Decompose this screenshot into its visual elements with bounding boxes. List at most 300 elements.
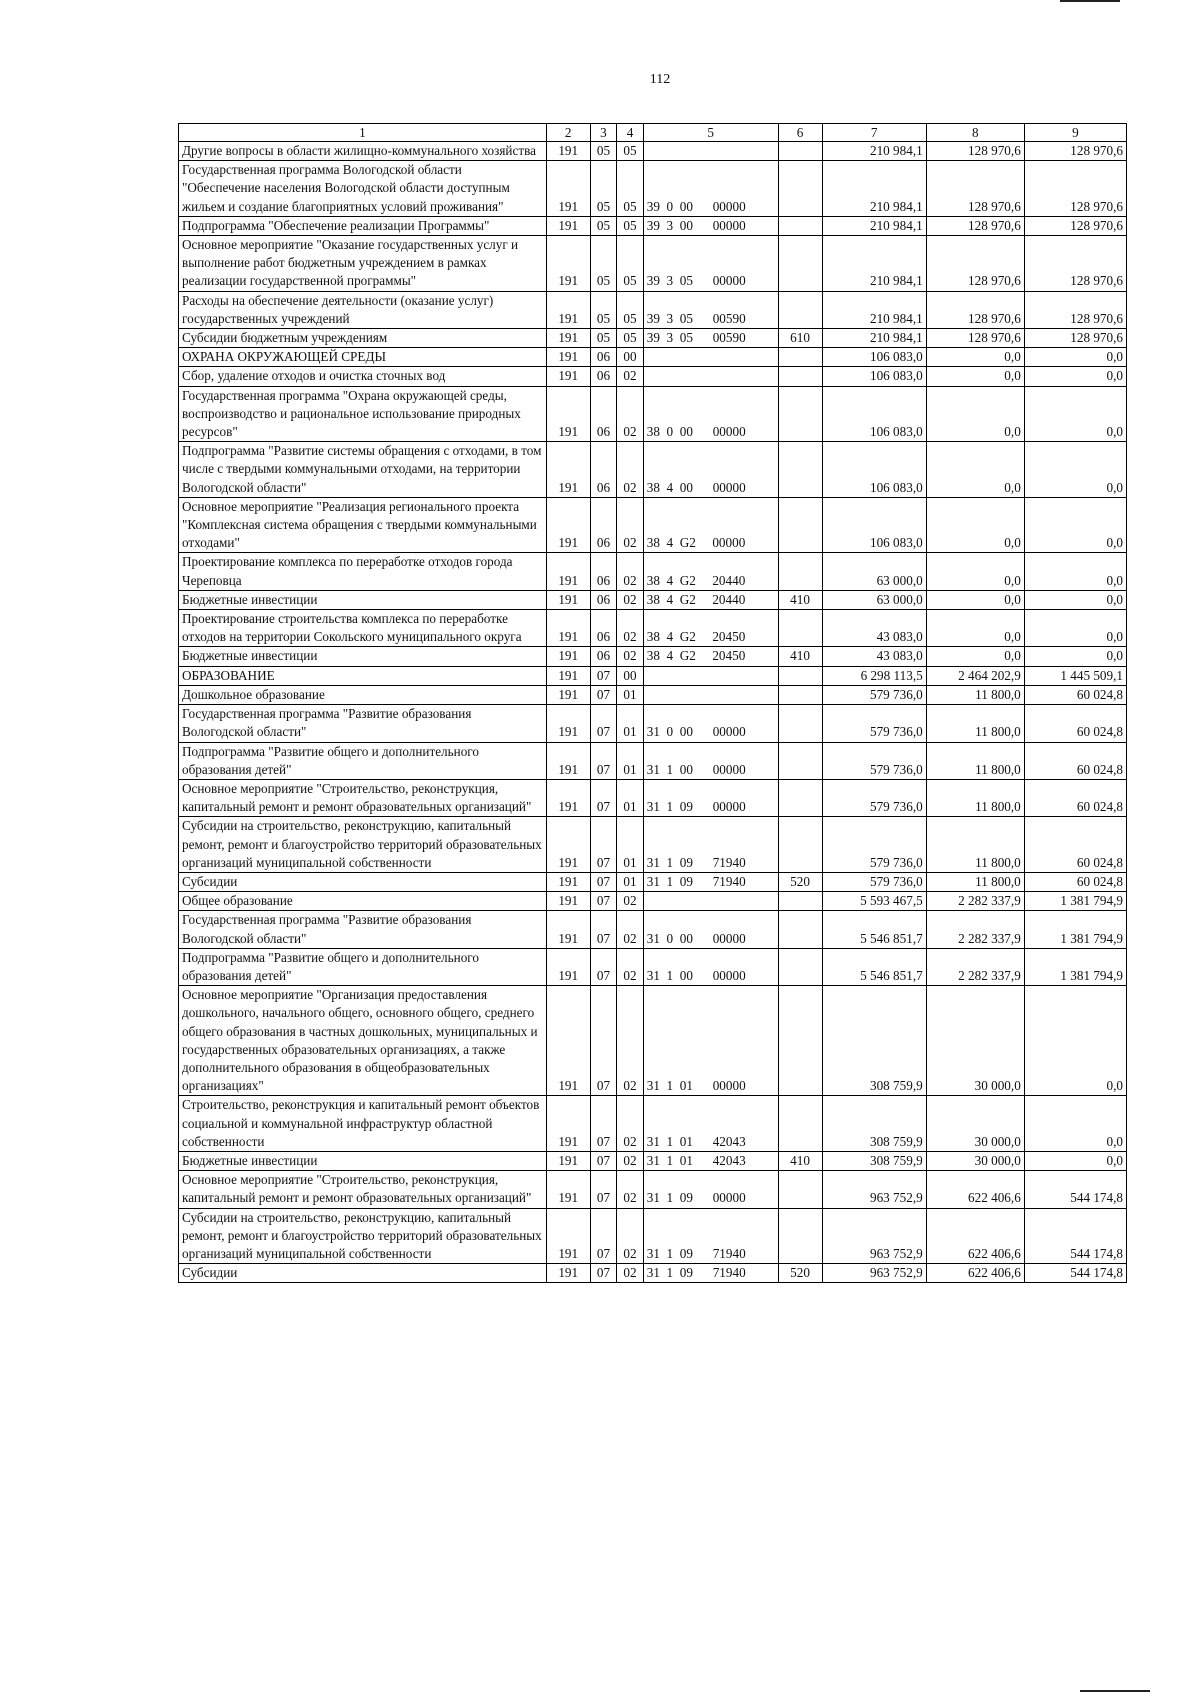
row-col8-cell: 0,0 <box>926 497 1024 553</box>
header-cell: 1 <box>179 124 547 142</box>
row-col7-cell: 63 000,0 <box>822 590 926 609</box>
row-col8-cell: 2 282 337,9 <box>926 892 1024 911</box>
row-col6-cell <box>778 291 822 328</box>
header-cell: 2 <box>546 124 590 142</box>
scan-artifact-bottom <box>1080 1690 1150 1692</box>
row-col3-cell: 06 <box>590 610 617 647</box>
row-col4-cell: 01 <box>617 817 644 873</box>
row-code-cell <box>643 348 778 367</box>
row-col9-cell: 128 970,6 <box>1024 216 1126 235</box>
row-col3-cell: 06 <box>590 497 617 553</box>
header-cell: 7 <box>822 124 926 142</box>
table-row <box>179 367 1127 386</box>
row-col2-cell: 191 <box>546 685 590 704</box>
row-col2-cell: 191 <box>546 1096 590 1152</box>
row-col3-cell: 07 <box>590 742 617 779</box>
row-code-cell: 38 0 00 00000 <box>643 386 778 442</box>
row-col8-cell: 128 970,6 <box>926 161 1024 217</box>
row-col3-cell: 06 <box>590 647 617 666</box>
row-col7-cell: 210 984,1 <box>822 161 926 217</box>
row-col8-cell: 0,0 <box>926 553 1024 590</box>
table-row <box>179 348 1127 367</box>
row-col9-cell: 1 381 794,9 <box>1024 948 1126 985</box>
row-col3-cell: 05 <box>590 161 617 217</box>
row-col6-cell <box>778 161 822 217</box>
row-col7-cell: 210 984,1 <box>822 329 926 348</box>
row-col8-cell: 11 800,0 <box>926 705 1024 742</box>
row-col9-cell: 60 024,8 <box>1024 705 1126 742</box>
scan-artifact-top <box>1060 0 1120 2</box>
row-col7-cell: 579 736,0 <box>822 705 926 742</box>
row-col9-cell: 0,0 <box>1024 590 1126 609</box>
row-name-cell: Подпрограмма "Обеспечение реализации Программы" <box>179 216 547 235</box>
row-col9-cell: 1 445 509,1 <box>1024 666 1126 685</box>
row-col2-cell: 191 <box>546 1208 590 1264</box>
row-col4-cell: 02 <box>617 1151 644 1170</box>
row-name-cell: Расходы на обеспечение деятельности (оказание услуг) государственных учреждений <box>179 291 547 328</box>
row-code-cell: 31 1 09 71940 <box>643 1264 778 1283</box>
row-col8-cell: 11 800,0 <box>926 779 1024 816</box>
row-col3-cell: 07 <box>590 1208 617 1264</box>
row-col7-cell: 579 736,0 <box>822 742 926 779</box>
row-col2-cell: 191 <box>546 442 590 498</box>
row-col6-cell <box>778 705 822 742</box>
row-col4-cell: 05 <box>617 161 644 217</box>
row-col9-cell: 544 174,8 <box>1024 1264 1126 1283</box>
row-code-cell <box>643 142 778 161</box>
row-code-cell: 31 1 00 00000 <box>643 742 778 779</box>
row-code-cell: 31 1 09 71940 <box>643 817 778 873</box>
header-cell: 8 <box>926 124 1024 142</box>
row-col9-cell: 0,0 <box>1024 647 1126 666</box>
row-col8-cell: 128 970,6 <box>926 329 1024 348</box>
row-name-cell: Субсидии <box>179 1264 547 1283</box>
row-col4-cell: 02 <box>617 948 644 985</box>
row-col2-cell: 191 <box>546 647 590 666</box>
row-col8-cell: 128 970,6 <box>926 216 1024 235</box>
row-col8-cell: 0,0 <box>926 590 1024 609</box>
row-col8-cell: 622 406,6 <box>926 1171 1024 1208</box>
header-cell: 5 <box>643 124 778 142</box>
table-row <box>179 590 1127 609</box>
table-row <box>179 1151 1127 1170</box>
row-col9-cell: 0,0 <box>1024 1151 1126 1170</box>
row-col3-cell: 06 <box>590 590 617 609</box>
row-name-cell: ОХРАНА ОКРУЖАЮЩЕЙ СРЕДЫ <box>179 348 547 367</box>
row-col8-cell: 30 000,0 <box>926 986 1024 1096</box>
row-col8-cell: 0,0 <box>926 610 1024 647</box>
row-col3-cell: 05 <box>590 236 617 292</box>
row-col2-cell: 191 <box>546 386 590 442</box>
row-code-cell: 38 4 G2 20450 <box>643 647 778 666</box>
row-col8-cell: 622 406,6 <box>926 1264 1024 1283</box>
row-col8-cell: 2 464 202,9 <box>926 666 1024 685</box>
row-col2-cell: 191 <box>546 1264 590 1283</box>
table-row <box>179 161 1127 217</box>
row-col4-cell: 02 <box>617 1208 644 1264</box>
table-row <box>179 610 1127 647</box>
row-col6-cell <box>778 1208 822 1264</box>
row-col6-cell <box>778 216 822 235</box>
header-cell: 6 <box>778 124 822 142</box>
row-name-cell: Субсидии на строительство, реконструкцию, капитальный ремонт, ремонт и благоустройство территорий образовательных организаций муниципальной собственности <box>179 817 547 873</box>
row-col9-cell: 128 970,6 <box>1024 142 1126 161</box>
row-col6-cell: 410 <box>778 590 822 609</box>
row-col7-cell: 579 736,0 <box>822 872 926 891</box>
row-code-cell: 31 1 09 00000 <box>643 779 778 816</box>
row-col7-cell: 210 984,1 <box>822 236 926 292</box>
row-name-cell: Другие вопросы в области жилищно-коммунального хозяйства <box>179 142 547 161</box>
row-name-cell: Бюджетные инвестиции <box>179 1151 547 1170</box>
row-col6-cell: 520 <box>778 1264 822 1283</box>
row-code-cell <box>643 892 778 911</box>
row-col6-cell <box>778 986 822 1096</box>
row-col6-cell <box>778 348 822 367</box>
row-code-cell: 39 3 00 00000 <box>643 216 778 235</box>
row-col4-cell: 02 <box>617 1096 644 1152</box>
row-col2-cell: 191 <box>546 348 590 367</box>
table-row <box>179 216 1127 235</box>
row-code-cell: 38 4 G2 20440 <box>643 553 778 590</box>
row-col4-cell: 02 <box>617 610 644 647</box>
row-col2-cell: 191 <box>546 216 590 235</box>
row-col4-cell: 01 <box>617 779 644 816</box>
row-name-cell: Проектирование строительства комплекса по переработке отходов на территории Сокольского муниципального округа <box>179 610 547 647</box>
row-name-cell: Бюджетные инвестиции <box>179 647 547 666</box>
row-col8-cell: 30 000,0 <box>926 1151 1024 1170</box>
row-col3-cell: 07 <box>590 1096 617 1152</box>
row-col7-cell: 963 752,9 <box>822 1171 926 1208</box>
row-col4-cell: 02 <box>617 442 644 498</box>
row-name-cell: Строительство, реконструкция и капитальный ремонт объектов социальной и коммунальной инфраструктур областной собственности <box>179 1096 547 1152</box>
row-col3-cell: 07 <box>590 779 617 816</box>
row-code-cell: 38 4 G2 20450 <box>643 610 778 647</box>
row-col2-cell: 191 <box>546 986 590 1096</box>
row-col9-cell: 0,0 <box>1024 386 1126 442</box>
row-name-cell: Государственная программа "Развитие образования Вологодской области" <box>179 705 547 742</box>
row-col7-cell: 308 759,9 <box>822 1151 926 1170</box>
table-row <box>179 872 1127 891</box>
row-col9-cell: 0,0 <box>1024 610 1126 647</box>
row-code-cell: 31 1 01 42043 <box>643 1096 778 1152</box>
table-row <box>179 291 1127 328</box>
row-col6-cell <box>778 685 822 704</box>
table-row <box>179 329 1127 348</box>
row-col7-cell: 5 546 851,7 <box>822 948 926 985</box>
row-col7-cell: 43 083,0 <box>822 647 926 666</box>
row-col4-cell: 02 <box>617 590 644 609</box>
header-cell: 4 <box>617 124 644 142</box>
header-cell: 9 <box>1024 124 1126 142</box>
row-col9-cell: 0,0 <box>1024 442 1126 498</box>
row-col7-cell: 210 984,1 <box>822 216 926 235</box>
table-row <box>179 817 1127 873</box>
table-row <box>179 986 1127 1096</box>
row-col3-cell: 07 <box>590 1264 617 1283</box>
row-col3-cell: 05 <box>590 216 617 235</box>
row-col6-cell <box>778 497 822 553</box>
row-col2-cell: 191 <box>546 329 590 348</box>
row-col2-cell: 191 <box>546 666 590 685</box>
page-number: 112 <box>649 72 671 87</box>
row-col8-cell: 128 970,6 <box>926 236 1024 292</box>
row-col6-cell <box>778 236 822 292</box>
row-name-cell: Сбор, удаление отходов и очистка сточных вод <box>179 367 547 386</box>
row-col8-cell: 0,0 <box>926 367 1024 386</box>
row-col9-cell: 128 970,6 <box>1024 161 1126 217</box>
row-col7-cell: 6 298 113,5 <box>822 666 926 685</box>
row-col3-cell: 05 <box>590 142 617 161</box>
row-col9-cell: 1 381 794,9 <box>1024 911 1126 948</box>
row-col9-cell: 1 381 794,9 <box>1024 892 1126 911</box>
row-code-cell: 31 1 09 00000 <box>643 1171 778 1208</box>
row-col2-cell: 191 <box>546 236 590 292</box>
row-col3-cell: 05 <box>590 291 617 328</box>
row-code-cell <box>643 367 778 386</box>
row-col4-cell: 05 <box>617 236 644 292</box>
row-col4-cell: 02 <box>617 911 644 948</box>
row-col8-cell: 0,0 <box>926 442 1024 498</box>
row-code-cell: 31 1 00 00000 <box>643 948 778 985</box>
row-col4-cell: 00 <box>617 348 644 367</box>
row-col3-cell: 07 <box>590 892 617 911</box>
row-col7-cell: 963 752,9 <box>822 1264 926 1283</box>
row-col3-cell: 06 <box>590 367 617 386</box>
row-col2-cell: 191 <box>546 291 590 328</box>
table-row <box>179 705 1127 742</box>
table-header-row <box>179 124 1127 142</box>
row-col7-cell: 63 000,0 <box>822 553 926 590</box>
row-col9-cell: 60 024,8 <box>1024 872 1126 891</box>
row-col8-cell: 128 970,6 <box>926 142 1024 161</box>
row-col9-cell: 128 970,6 <box>1024 236 1126 292</box>
row-col2-cell: 191 <box>546 742 590 779</box>
row-code-cell: 31 0 00 00000 <box>643 911 778 948</box>
row-col2-cell: 191 <box>546 817 590 873</box>
row-col6-cell <box>778 1096 822 1152</box>
row-name-cell: Государственная программа Вологодской области "Обеспечение населения Вологодской области доступным жильем и создание благоприятных условий проживания" <box>179 161 547 217</box>
row-col8-cell: 30 000,0 <box>926 1096 1024 1152</box>
row-col3-cell: 05 <box>590 329 617 348</box>
table-row <box>179 553 1127 590</box>
row-name-cell: Основное мероприятие "Оказание государственных услуг и выполнение работ бюджетным учреждением в рамках реализации государственной программы" <box>179 236 547 292</box>
row-col9-cell: 128 970,6 <box>1024 329 1126 348</box>
row-code-cell: 31 1 09 71940 <box>643 872 778 891</box>
row-col6-cell <box>778 142 822 161</box>
row-col2-cell: 191 <box>546 553 590 590</box>
row-col3-cell: 06 <box>590 386 617 442</box>
table-row <box>179 1208 1127 1264</box>
row-col6-cell <box>778 442 822 498</box>
row-col3-cell: 07 <box>590 817 617 873</box>
table-row <box>179 647 1127 666</box>
row-code-cell: 31 0 00 00000 <box>643 705 778 742</box>
table-row <box>179 1096 1127 1152</box>
row-name-cell: Общее образование <box>179 892 547 911</box>
table-row <box>179 1171 1127 1208</box>
row-col6-cell <box>778 892 822 911</box>
row-name-cell: ОБРАЗОВАНИЕ <box>179 666 547 685</box>
row-col6-cell <box>778 386 822 442</box>
row-name-cell: Дошкольное образование <box>179 685 547 704</box>
row-col9-cell: 0,0 <box>1024 497 1126 553</box>
row-col2-cell: 191 <box>546 705 590 742</box>
row-col3-cell: 07 <box>590 705 617 742</box>
row-col2-cell: 191 <box>546 911 590 948</box>
row-col6-cell: 410 <box>778 647 822 666</box>
row-col7-cell: 210 984,1 <box>822 142 926 161</box>
row-col9-cell: 544 174,8 <box>1024 1171 1126 1208</box>
row-col7-cell: 579 736,0 <box>822 817 926 873</box>
row-col7-cell: 43 083,0 <box>822 610 926 647</box>
row-col8-cell: 11 800,0 <box>926 742 1024 779</box>
row-col8-cell: 11 800,0 <box>926 817 1024 873</box>
row-code-cell: 31 1 01 00000 <box>643 986 778 1096</box>
row-code-cell: 39 3 05 00590 <box>643 291 778 328</box>
row-col2-cell: 191 <box>546 892 590 911</box>
row-col2-cell: 191 <box>546 497 590 553</box>
row-col4-cell: 05 <box>617 216 644 235</box>
row-col4-cell: 01 <box>617 705 644 742</box>
row-col7-cell: 5 546 851,7 <box>822 911 926 948</box>
table-row <box>179 666 1127 685</box>
row-col2-cell: 191 <box>546 161 590 217</box>
row-col8-cell: 622 406,6 <box>926 1208 1024 1264</box>
row-code-cell: 39 0 00 00000 <box>643 161 778 217</box>
row-col4-cell: 02 <box>617 553 644 590</box>
row-col3-cell: 07 <box>590 911 617 948</box>
row-col3-cell: 07 <box>590 872 617 891</box>
row-col4-cell: 02 <box>617 367 644 386</box>
row-col7-cell: 579 736,0 <box>822 779 926 816</box>
row-col2-cell: 191 <box>546 610 590 647</box>
row-name-cell: Основное мероприятие "Реализация регионального проекта "Комплексная система обращения с твердыми коммунальными отходами" <box>179 497 547 553</box>
table-row <box>179 1264 1127 1283</box>
row-col2-cell: 191 <box>546 779 590 816</box>
row-col6-cell <box>778 553 822 590</box>
table-row <box>179 948 1127 985</box>
row-name-cell: Государственная программа "Охрана окружающей среды, воспроизводство и рациональное использование природных ресурсов" <box>179 386 547 442</box>
row-code-cell: 31 1 09 71940 <box>643 1208 778 1264</box>
row-code-cell: 31 1 01 42043 <box>643 1151 778 1170</box>
row-col9-cell: 0,0 <box>1024 986 1126 1096</box>
table-row <box>179 892 1127 911</box>
row-col6-cell: 410 <box>778 1151 822 1170</box>
row-col7-cell: 963 752,9 <box>822 1208 926 1264</box>
row-col9-cell: 60 024,8 <box>1024 779 1126 816</box>
row-col8-cell: 0,0 <box>926 348 1024 367</box>
row-code-cell: 39 3 05 00590 <box>643 329 778 348</box>
row-col9-cell: 60 024,8 <box>1024 817 1126 873</box>
row-col8-cell: 0,0 <box>926 647 1024 666</box>
row-col3-cell: 06 <box>590 553 617 590</box>
row-col8-cell: 128 970,6 <box>926 291 1024 328</box>
row-code-cell: 38 4 00 00000 <box>643 442 778 498</box>
row-col6-cell <box>778 367 822 386</box>
row-code-cell: 38 4 G2 00000 <box>643 497 778 553</box>
table-row <box>179 442 1127 498</box>
row-col4-cell: 02 <box>617 986 644 1096</box>
row-col8-cell: 0,0 <box>926 386 1024 442</box>
row-col9-cell: 0,0 <box>1024 367 1126 386</box>
row-code-cell <box>643 685 778 704</box>
row-col9-cell: 128 970,6 <box>1024 291 1126 328</box>
row-col4-cell: 01 <box>617 685 644 704</box>
row-col9-cell: 0,0 <box>1024 553 1126 590</box>
header-cell: 3 <box>590 124 617 142</box>
row-col9-cell: 60 024,8 <box>1024 685 1126 704</box>
row-col2-cell: 191 <box>546 1151 590 1170</box>
row-col9-cell: 0,0 <box>1024 348 1126 367</box>
row-col4-cell: 02 <box>617 647 644 666</box>
row-name-cell: Подпрограмма "Развитие общего и дополнительного образования детей" <box>179 948 547 985</box>
row-code-cell: 38 4 G2 20440 <box>643 590 778 609</box>
row-col2-cell: 191 <box>546 142 590 161</box>
row-col4-cell: 02 <box>617 1171 644 1208</box>
row-col3-cell: 07 <box>590 948 617 985</box>
row-name-cell: Субсидии на строительство, реконструкцию, капитальный ремонт, ремонт и благоустройство территорий образовательных организаций муниципальной собственности <box>179 1208 547 1264</box>
row-col7-cell: 106 083,0 <box>822 348 926 367</box>
row-col2-cell: 191 <box>546 948 590 985</box>
row-col7-cell: 106 083,0 <box>822 386 926 442</box>
row-col3-cell: 07 <box>590 1171 617 1208</box>
row-col9-cell: 60 024,8 <box>1024 742 1126 779</box>
row-col3-cell: 07 <box>590 666 617 685</box>
row-code-cell <box>643 666 778 685</box>
row-col4-cell: 05 <box>617 142 644 161</box>
table-row <box>179 685 1127 704</box>
row-col4-cell: 01 <box>617 872 644 891</box>
row-col7-cell: 106 083,0 <box>822 497 926 553</box>
row-name-cell: Основное мероприятие "Строительство, реконструкция, капитальный ремонт и ремонт образовательных организаций" <box>179 1171 547 1208</box>
row-col3-cell: 07 <box>590 685 617 704</box>
row-col7-cell: 106 083,0 <box>822 442 926 498</box>
row-col6-cell <box>778 911 822 948</box>
row-col3-cell: 07 <box>590 986 617 1096</box>
row-col4-cell: 02 <box>617 497 644 553</box>
row-col2-cell: 191 <box>546 590 590 609</box>
row-col7-cell: 210 984,1 <box>822 291 926 328</box>
row-col2-cell: 191 <box>546 367 590 386</box>
row-col3-cell: 06 <box>590 348 617 367</box>
row-col7-cell: 106 083,0 <box>822 367 926 386</box>
row-col6-cell <box>778 779 822 816</box>
row-col7-cell: 308 759,9 <box>822 986 926 1096</box>
table-row <box>179 742 1127 779</box>
row-col6-cell <box>778 948 822 985</box>
table-row <box>179 497 1127 553</box>
row-col4-cell: 05 <box>617 329 644 348</box>
row-name-cell: Государственная программа "Развитие образования Вологодской области" <box>179 911 547 948</box>
row-col8-cell: 11 800,0 <box>926 872 1024 891</box>
row-col7-cell: 308 759,9 <box>822 1096 926 1152</box>
table-row <box>179 142 1127 161</box>
row-col9-cell: 0,0 <box>1024 1096 1126 1152</box>
row-col6-cell <box>778 817 822 873</box>
table-row <box>179 386 1127 442</box>
row-col8-cell: 2 282 337,9 <box>926 911 1024 948</box>
row-col8-cell: 2 282 337,9 <box>926 948 1024 985</box>
table-row <box>179 911 1127 948</box>
row-name-cell: Субсидии бюджетным учреждениям <box>179 329 547 348</box>
row-name-cell: Бюджетные инвестиции <box>179 590 547 609</box>
row-name-cell: Основное мероприятие "Строительство, реконструкция, капитальный ремонт и ремонт образовательных организаций" <box>179 779 547 816</box>
row-col9-cell: 544 174,8 <box>1024 1208 1126 1264</box>
table-row <box>179 236 1127 292</box>
row-col4-cell: 02 <box>617 892 644 911</box>
row-name-cell: Основное мероприятие "Организация предоставления дошкольного, начального общего, основного общего, среднего общего образования в частных дошкольных, муниципальных и государственных образовательных организациях, а также дополнительного образования в общеобразовательных организациях" <box>179 986 547 1096</box>
row-name-cell: Субсидии <box>179 872 547 891</box>
